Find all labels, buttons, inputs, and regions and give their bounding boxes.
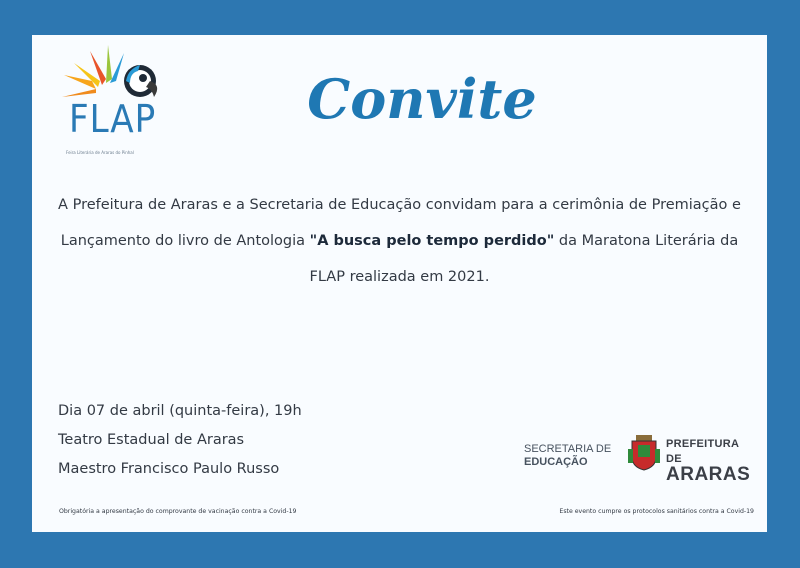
vaccination-notice: Obrigatória a apresentação do comprovante de vacinação contra a Covid-19 <box>59 508 297 515</box>
araras-crest-icon <box>628 435 660 471</box>
flap-wordmark: FLAP <box>69 97 157 141</box>
book-title: "A busca pelo tempo perdido" <box>309 233 555 249</box>
event-date: Dia 07 de abril (quinta-feira), 19h <box>58 403 302 419</box>
invitation-text-part1: A Prefeitura de Araras e a Secretaria de Educação convidam para a cerimônia de Premiação e Lançamento do livro de Antologia <box>58 197 741 249</box>
sanitary-protocol-notice: Este evento cumpre os protocolos sanitários contra a Covid-19 <box>559 508 754 515</box>
partner-logos <box>524 433 754 485</box>
secretaria-line2: EDUCAÇÃO <box>524 456 588 468</box>
event-details <box>58 397 302 484</box>
invitation-text-part2: da Maratona Literária da FLAP realizada em 2021. <box>309 233 739 285</box>
invitation-card <box>32 35 767 532</box>
event-venue: Teatro Estadual de Araras <box>58 432 245 448</box>
invitation-text <box>52 187 747 295</box>
prefeitura-line1: PREFEITURA DE <box>666 438 739 465</box>
secretaria-educacao-logo <box>524 443 611 469</box>
event-hall: Maestro Francisco Paulo Russo <box>58 461 280 477</box>
page-title: Convite <box>307 67 537 131</box>
prefeitura-araras-logo <box>666 437 754 485</box>
flap-tagline: Feira Literária de Araras do Pinhal <box>66 150 134 155</box>
secretaria-line1: SECRETARIA DE <box>524 443 612 455</box>
prefeitura-line2: ARARAS <box>666 464 751 485</box>
